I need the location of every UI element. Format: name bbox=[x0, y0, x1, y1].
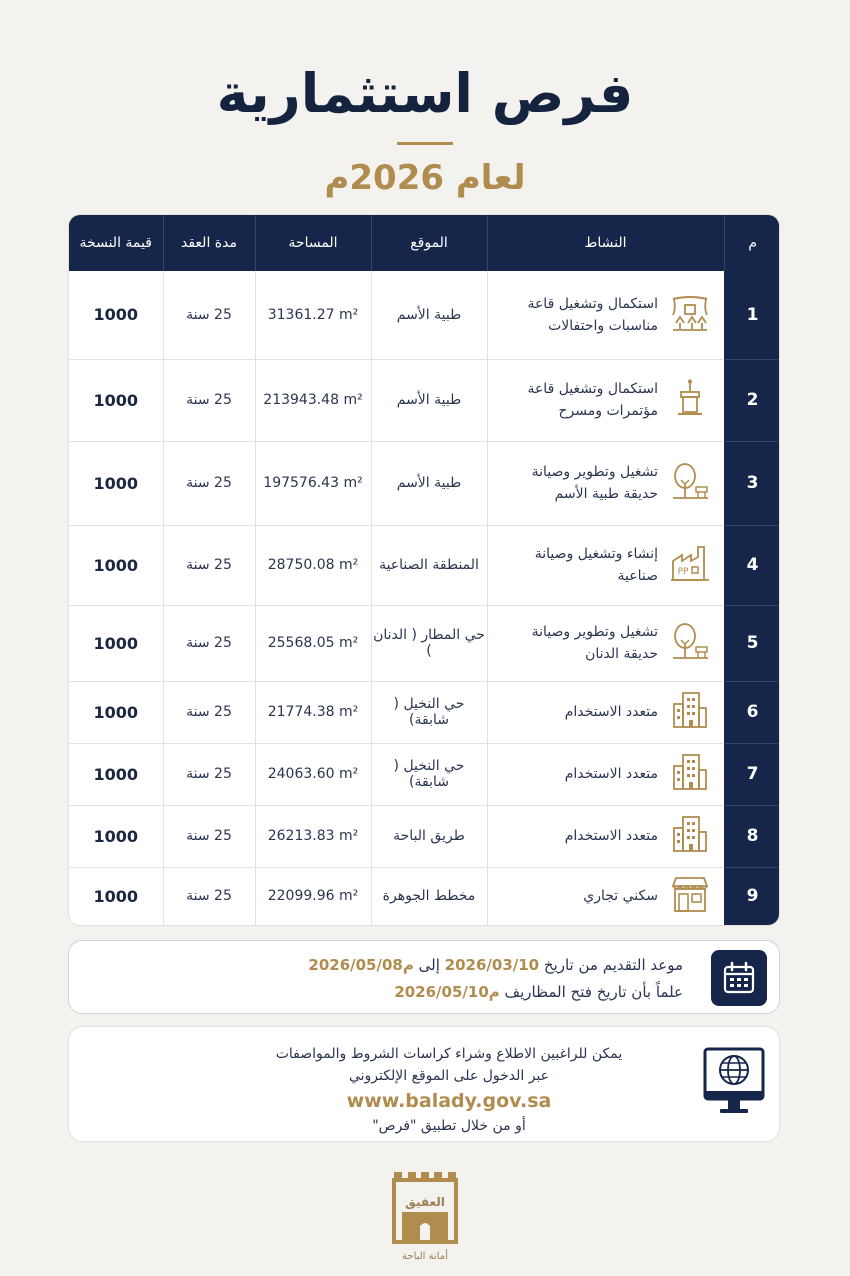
activity-line-1: متعدد الاستخدام bbox=[564, 766, 658, 782]
area-cell: 28750.08 m² bbox=[255, 525, 371, 605]
storefront-icon bbox=[670, 874, 710, 918]
calendar-icon bbox=[711, 950, 767, 1006]
activity-line-2: مؤتمرات ومسرح bbox=[558, 403, 658, 419]
activity-text bbox=[583, 885, 658, 907]
svg-text:PP: PP bbox=[677, 567, 689, 577]
activity-line-1: استكمال وتشغيل قاعة bbox=[527, 295, 658, 312]
activity-line-2: حديقة الدنان bbox=[585, 646, 658, 662]
price-cell: 1000 bbox=[69, 805, 163, 867]
activity-cell bbox=[487, 805, 724, 867]
open-prefix: علماً بأن تاريخ فتح المظاريف bbox=[504, 983, 683, 1001]
area-cell: 21774.38 m² bbox=[255, 681, 371, 743]
activity-cell bbox=[487, 441, 724, 525]
row-number: 7 bbox=[724, 743, 780, 805]
price-cell: 1000 bbox=[69, 867, 163, 925]
open-date: 2026/05/10م bbox=[394, 983, 500, 1001]
factory-icon bbox=[670, 543, 710, 587]
area-cell: 31361.27 m² bbox=[255, 271, 371, 359]
activity-line-2: حديقة طبية الأسم bbox=[554, 486, 658, 502]
activity-text bbox=[565, 701, 658, 723]
start-date: 2026/03/10 bbox=[444, 956, 540, 974]
building-icon bbox=[670, 690, 710, 734]
activity-line-1: تشغيل وتطوير وصيانة bbox=[531, 464, 658, 480]
to-word: إلى bbox=[418, 956, 440, 974]
area-cell: 26213.83 m² bbox=[255, 805, 371, 867]
duration-cell: 25 سنة bbox=[163, 441, 255, 525]
activity-cell bbox=[487, 743, 724, 805]
location-cell: المنطقة الصناعية bbox=[371, 525, 487, 605]
duration-cell: 25 سنة bbox=[163, 605, 255, 681]
price-cell: 1000 bbox=[69, 441, 163, 525]
area-cell: 25568.05 m² bbox=[255, 605, 371, 681]
activity-line-1: متعدد الاستخدام bbox=[564, 704, 658, 720]
activity-text bbox=[565, 825, 658, 847]
park-tree-icon bbox=[670, 621, 710, 665]
location-cell: مخطط الجوهرة bbox=[371, 867, 487, 925]
duration-cell: 25 سنة bbox=[163, 681, 255, 743]
table-row bbox=[69, 441, 780, 525]
table-row bbox=[69, 867, 780, 925]
activity-line-1: إنشاء وتشغيل وصيانة bbox=[534, 546, 658, 562]
table-row bbox=[69, 359, 780, 441]
activity-text bbox=[527, 378, 658, 422]
activity-cell bbox=[487, 359, 724, 441]
deadline-prefix: موعد التقديم من تاريخ bbox=[543, 956, 683, 974]
table-row bbox=[69, 271, 780, 359]
activity-line-2: صناعية bbox=[617, 568, 658, 584]
opportunities-table bbox=[68, 214, 780, 926]
col-header-price: قيمة النسخة bbox=[79, 235, 152, 251]
title-divider bbox=[397, 142, 453, 145]
col-header-activity: النشاط bbox=[487, 215, 724, 271]
deadline-line-1 bbox=[308, 956, 683, 974]
row-number: 6 bbox=[724, 681, 780, 743]
location-cell: طبية الأسم bbox=[371, 441, 487, 525]
activity-cell bbox=[487, 271, 724, 359]
location-cell: حي النخيل ( شابقة) bbox=[371, 681, 487, 743]
table-row bbox=[69, 805, 780, 867]
col-header-num: م bbox=[724, 215, 780, 271]
activity-line-2: مناسبات واحتفالات bbox=[548, 317, 658, 334]
info-text bbox=[219, 1043, 679, 1137]
price-cell: 1000 bbox=[69, 681, 163, 743]
location-cell: طريق الباحة bbox=[371, 805, 487, 867]
park-tree-icon bbox=[670, 461, 710, 505]
activity-line-1: متعدد الاستخدام bbox=[564, 828, 658, 844]
building-icon bbox=[670, 814, 710, 858]
activity-text bbox=[532, 461, 658, 505]
location-cell: حي المطار ( الدنان ) bbox=[371, 605, 487, 681]
info-line-2: عبر الدخول على الموقع الإلكتروني bbox=[348, 1068, 550, 1084]
info-box bbox=[68, 1026, 780, 1142]
activity-line-1: سكني تجاري bbox=[583, 888, 658, 904]
activity-cell bbox=[487, 525, 724, 605]
price-cell: 1000 bbox=[69, 359, 163, 441]
monitor-globe-icon bbox=[703, 1047, 765, 1119]
banquet-hall-icon bbox=[670, 293, 710, 337]
row-number: 9 bbox=[724, 867, 780, 925]
website-link[interactable]: www.balady.gov.sa bbox=[346, 1090, 552, 1112]
duration-cell: 25 سنة bbox=[163, 867, 255, 925]
logo-tagline: أمانة الباحة bbox=[402, 1251, 448, 1262]
duration-cell: 25 سنة bbox=[163, 271, 255, 359]
duration-cell: 25 سنة bbox=[163, 805, 255, 867]
logo-name: العقيق bbox=[405, 1195, 445, 1209]
col-header-area: المساحة bbox=[255, 215, 371, 271]
area-cell: 197576.43 m² bbox=[255, 441, 371, 525]
deadline-box bbox=[68, 940, 780, 1014]
duration-cell: 25 سنة bbox=[163, 743, 255, 805]
table-row bbox=[69, 743, 780, 805]
price-cell: 1000 bbox=[69, 525, 163, 605]
location-cell: طبية الأسم bbox=[371, 271, 487, 359]
price-cell: 1000 bbox=[69, 743, 163, 805]
activity-cell bbox=[487, 681, 724, 743]
col-header-location: الموقع bbox=[371, 215, 487, 271]
building-icon bbox=[670, 752, 710, 796]
row-number: 3 bbox=[724, 441, 780, 525]
activity-text bbox=[535, 543, 658, 587]
info-line-3: أو من خلال تطبيق "فرص" bbox=[372, 1118, 526, 1134]
info-line-1: يمكن للراغبين الاطلاع وشراء كراسات الشروط والمواصفات bbox=[275, 1046, 623, 1062]
table-row bbox=[69, 525, 780, 605]
table-header-row bbox=[69, 215, 780, 271]
activity-line-1: استكمال وتشغيل قاعة bbox=[527, 381, 658, 397]
area-cell: 213943.48 m² bbox=[255, 359, 371, 441]
end-date: 2026/05/08م bbox=[308, 956, 414, 974]
col-header-duration: مدة العقد bbox=[163, 215, 255, 271]
price-cell: 1000 bbox=[69, 605, 163, 681]
table-row bbox=[69, 681, 780, 743]
row-number: 4 bbox=[724, 525, 780, 605]
area-cell: 24063.60 m² bbox=[255, 743, 371, 805]
activity-text bbox=[527, 293, 658, 337]
price-cell: 1000 bbox=[69, 271, 163, 359]
activity-line-1: تشغيل وتطوير وصيانة bbox=[531, 624, 658, 640]
row-number: 1 bbox=[724, 271, 780, 359]
table-row bbox=[69, 605, 780, 681]
activity-text bbox=[565, 763, 658, 785]
podium-icon bbox=[670, 378, 710, 422]
row-number: 5 bbox=[724, 605, 780, 681]
activity-cell bbox=[487, 605, 724, 681]
activity-text bbox=[532, 621, 658, 665]
page-subtitle: لعام 2026م bbox=[324, 158, 526, 198]
activity-cell bbox=[487, 867, 724, 925]
deadline-line-2 bbox=[394, 983, 683, 1001]
page-title: فرص استثمارية bbox=[216, 62, 634, 125]
location-cell: طبية الأسم bbox=[371, 359, 487, 441]
row-number: 2 bbox=[724, 359, 780, 441]
location-cell: حي النخيل ( شابقة) bbox=[371, 743, 487, 805]
duration-cell: 25 سنة bbox=[163, 359, 255, 441]
area-cell: 22099.96 m² bbox=[255, 867, 371, 925]
row-number: 8 bbox=[724, 805, 780, 867]
duration-cell: 25 سنة bbox=[163, 525, 255, 605]
